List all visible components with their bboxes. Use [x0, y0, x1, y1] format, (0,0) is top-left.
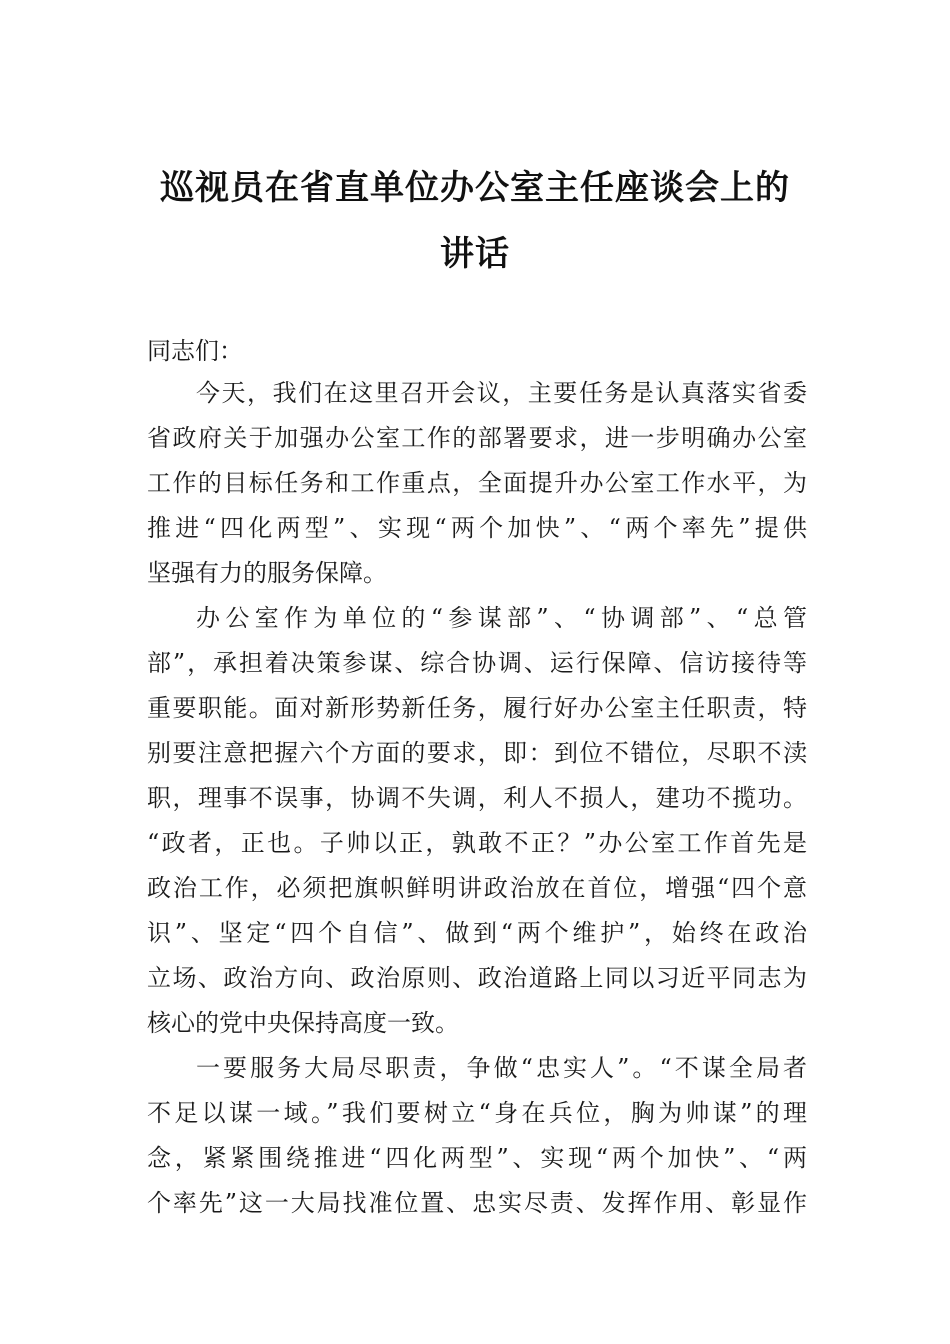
salutation: 同志们：: [147, 337, 243, 365]
document-title-line-2: 讲话: [440, 234, 510, 274]
paragraph-line: 工作的目标任务和工作重点，全面提升办公室工作水平，为: [147, 469, 807, 497]
paragraph-line: “政者，正也。子帅以正，孰敢不正？”办公室工作首先是: [147, 829, 807, 857]
paragraph-line: 今天，我们在这里召开会议，主要任务是认真落实省委: [196, 379, 807, 407]
paragraph-line: 个率先”这一大局找准位置、忠实尽责、发挥作用、彰显作: [147, 1189, 807, 1217]
paragraph-line: 推进“四化两型”、实现“两个加快”、“两个率先”提供: [147, 514, 807, 542]
paragraph-line: 立场、政治方向、政治原则、政治道路上同以习近平同志为: [147, 964, 807, 992]
paragraph-line: 别要注意把握六个方面的要求，即：到位不错位，尽职不渎: [147, 739, 807, 767]
paragraph-line: 坚强有力的服务保障。: [147, 559, 387, 587]
paragraph-line: 职，理事不误事，协调不失调，利人不损人，建功不揽功。: [147, 784, 807, 812]
paragraph-line: 不足以谋一域。”我们要树立“身在兵位，胸为帅谋”的理: [147, 1099, 807, 1127]
paragraph-line: 念，紧紧围绕推进“四化两型”、实现“两个加快”、“两: [147, 1144, 807, 1172]
paragraph-line: 一要服务大局尽职责，争做“忠实人”。“不谋全局者: [196, 1054, 807, 1082]
paragraph-line: 办公室作为单位的“参谋部”、“协调部”、“总管: [196, 604, 807, 632]
paragraph-line: 核心的党中央保持高度一致。: [147, 1009, 459, 1037]
paragraph-line: 政治工作，必须把旗帜鲜明讲政治放在首位，增强“四个意: [147, 874, 807, 902]
paragraph-line: 识”、坚定“四个自信”、做到“两个维护”，始终在政治: [147, 919, 807, 947]
paragraph-line: 部”，承担着决策参谋、综合协调、运行保障、信访接待等: [147, 649, 807, 677]
paragraph-line: 省政府关于加强办公室工作的部署要求，进一步明确办公室: [147, 424, 807, 452]
paragraph-line: 重要职能。面对新形势新任务，履行好办公室主任职责，特: [147, 694, 807, 722]
document-title-line-1: 巡视员在省直单位办公室主任座谈会上的: [160, 168, 790, 208]
